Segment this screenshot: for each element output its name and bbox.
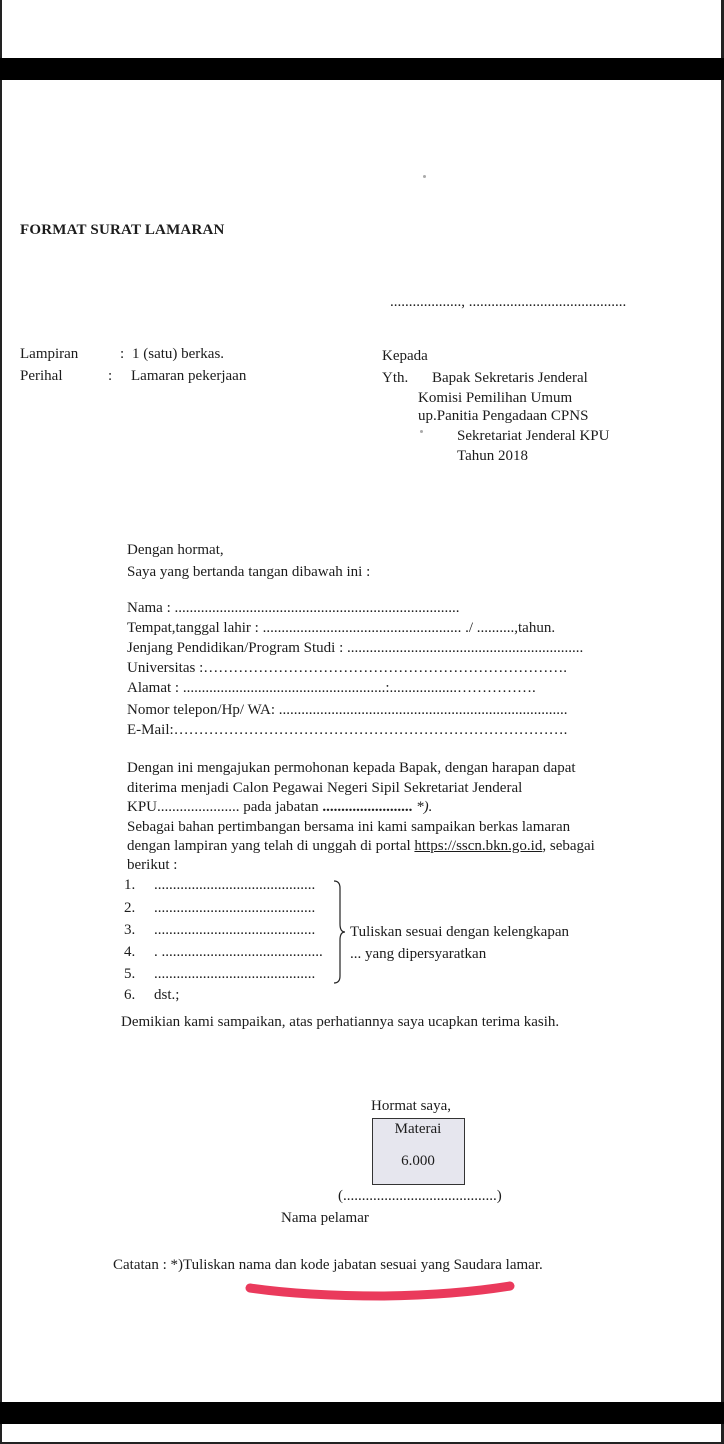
document-title: FORMAT SURAT LAMARAN [20, 222, 225, 238]
top-black-bar [0, 58, 724, 80]
perihal-separator: : [108, 368, 113, 384]
paragraph1-line: diterima menjadi Calon Pegawai Negeri Sipil Sekretariat Jenderal [127, 780, 523, 796]
recipient-line: Sekretariat Jenderal KPU [457, 428, 610, 444]
attachment-blank: . ........................................... [154, 944, 323, 960]
paragraph2-line-portal [127, 836, 595, 856]
paragraph1-line-jabatan [127, 797, 432, 817]
attachment-blank: ........................................... [154, 900, 316, 916]
form-field-email: E-Mail:……………………………………………………………………. [127, 722, 568, 738]
attachment-number: 6. [124, 987, 136, 1003]
lampiran-label: Lampiran [20, 346, 79, 362]
place-date-line: ..................., .......................................... [390, 294, 627, 310]
lampiran-separator: : [120, 346, 125, 362]
footnote: Catatan : *)Tuliskan nama dan kode jabatan sesuai yang Saudara lamar. [113, 1257, 543, 1273]
scan-speck [420, 430, 423, 433]
recipient-yth: Yth. [382, 370, 409, 386]
jabatan-prefix: KPU...................... pada jabatan [127, 799, 319, 815]
signature-line: (.........................................) [338, 1188, 502, 1204]
portal-link[interactable]: https://sscn.bkn.go.id [414, 838, 543, 854]
form-field-universitas: Universitas :………………………………………………………………. [127, 660, 567, 676]
brace-note: ... yang dipersyaratkan [350, 946, 487, 962]
stamp-value: 6.000 [401, 1153, 435, 1169]
attachment-number: 4. [124, 944, 136, 960]
bottom-black-bar [0, 1402, 724, 1424]
lampiran-value: 1 (satu) berkas. [132, 346, 225, 362]
curly-brace-icon [333, 880, 345, 984]
recipient-line: up.Panitia Pengadaan CPNS [418, 408, 589, 424]
attachment-blank: ........................................... [154, 877, 316, 893]
attachment-number: 5. [124, 966, 136, 982]
scan-speck [423, 175, 426, 178]
brace-note: Tuliskan sesuai dengan kelengkapan [350, 924, 569, 940]
attachment-number: 1. [124, 877, 136, 893]
paragraph1-line: Dengan ini mengajukan permohonan kepada Bapak, dengan harapan dapat [127, 760, 576, 776]
form-field-pendidikan: Jenjang Pendidikan/Program Studi : ............................................................... [127, 640, 584, 656]
form-field-nama: Nama : ............................................................................ [127, 600, 460, 616]
portal-suffix: , sebagai [542, 838, 595, 854]
jabatan-blank: ........................ [322, 799, 413, 815]
attachment-number: 3. [124, 922, 136, 938]
attachment-blank: ........................................... [154, 922, 316, 938]
stamp-duty-box [372, 1118, 465, 1185]
recipient-line: Komisi Pemilihan Umum [418, 390, 573, 406]
form-field-telepon: Nomor telepon/Hp/ WA: ............................................................................. [127, 702, 568, 718]
closing-paragraph: Demikian kami sampaikan, atas perhatiannya saya ucapkan terima kasih. [121, 1014, 560, 1030]
portal-prefix: dengan lampiran yang telah di unggah di portal [127, 838, 411, 854]
recipient-line: Bapak Sekretaris Jenderal [432, 370, 588, 386]
perihal-value: Lamaran pekerjaan [131, 368, 247, 384]
closing-salutation: Hormat saya, [371, 1098, 451, 1114]
greeting: Dengan hormat, [127, 542, 224, 558]
signer-name-label: Nama pelamar [281, 1210, 369, 1226]
attachment-blank: ........................................... [154, 966, 316, 982]
page-border-left [0, 0, 2, 1444]
jabatan-footnote-ref: *). [416, 799, 433, 815]
form-field-ttl: Tempat,tanggal lahir : ..................................................... ./ ..........,tahun. [127, 620, 556, 636]
recipient-kepada: Kepada [382, 348, 428, 364]
recipient-line: Tahun 2018 [457, 448, 529, 464]
stamp-label: Materai [394, 1121, 442, 1137]
intro-text: Saya yang bertanda tangan dibawah ini : [127, 564, 371, 580]
attachment-number: 2. [124, 900, 136, 916]
attachment-etc: dst.; [154, 987, 180, 1003]
paragraph2-line: berikut : [127, 857, 178, 873]
perihal-label: Perihal [20, 368, 63, 384]
paragraph2-line: Sebagai bahan pertimbangan bersama ini kami sampaikan berkas lamaran [127, 819, 571, 835]
red-highlight-underline [244, 1278, 516, 1304]
form-field-alamat: Alamat : ......................................................:..................……………. [127, 680, 536, 696]
